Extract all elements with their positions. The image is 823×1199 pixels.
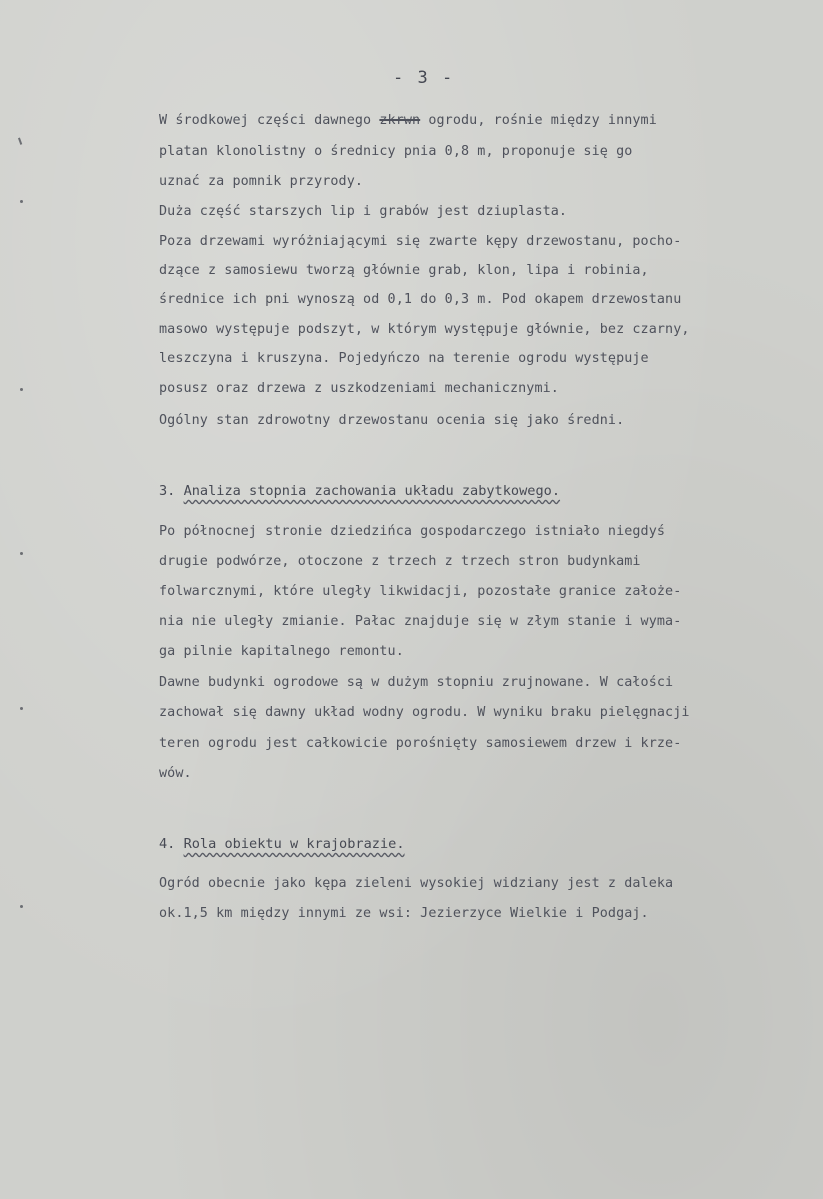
text-line: średnice ich pni wynoszą od 0,1 do 0,3 m. Pod okapem drzewostanu bbox=[159, 292, 682, 307]
section-heading bbox=[159, 836, 405, 852]
text-line: masowo występuje podszyt, w którym występuje głównie, bez czarny, bbox=[159, 322, 690, 337]
section-title: Rola obiektu w krajobrazie. bbox=[183, 836, 405, 852]
text-line: Ogród obecnie jako kępa zieleni wysokiej widziany jest z daleka bbox=[159, 876, 674, 891]
section-number: 3. bbox=[159, 483, 176, 499]
text-line: platan klonolistny o średnicy pnia 0,8 m, proponuje się go bbox=[159, 144, 633, 159]
margin-dot bbox=[20, 552, 23, 555]
section-title: Analiza stopnia zachowania układu zabytkowego. bbox=[183, 483, 561, 499]
margin-dot bbox=[20, 707, 23, 710]
text-line: folwarcznymi, które uległy likwidacji, pozostałe granice założe- bbox=[159, 584, 682, 599]
text-line: Dawne budynki ogrodowe są w dużym stopniu zrujnowane. W całości bbox=[159, 675, 674, 690]
text-line: nia nie uległy zmianie. Pałac znajduje się w złym stanie i wyma- bbox=[159, 614, 682, 629]
margin-dot bbox=[20, 905, 23, 908]
text-line: wów. bbox=[159, 766, 192, 781]
text-line: Duża część starszych lip i grabów jest dziuplasta. bbox=[159, 204, 568, 219]
text-line: dzące z samosiewu tworzą głównie grab, klon, lipa i robinia, bbox=[159, 263, 649, 278]
text-line: drugie podwórze, otoczone z trzech z trzech stron budynkami bbox=[159, 554, 641, 569]
margin-mark bbox=[18, 136, 26, 145]
text-line: teren ogrodu jest całkowicie porośnięty samosiewem drzew i krze- bbox=[159, 736, 682, 751]
section-number: 4. bbox=[159, 836, 176, 852]
text-line: Po północnej stronie dziedzińca gospodarczego istniało niegdyś bbox=[159, 524, 666, 539]
text-line: ga pilnie kapitalnego remontu. bbox=[159, 644, 404, 659]
text-line: W środkowej części dawnego zkrwn ogrodu, rośnie między innymi bbox=[159, 113, 657, 128]
margin-dot bbox=[20, 388, 23, 391]
text-line: posusz oraz drzewa z uszkodzeniami mechanicznymi. bbox=[159, 381, 559, 396]
section-heading bbox=[159, 483, 560, 499]
text-line: uznać za pomnik przyrody. bbox=[159, 174, 364, 189]
page-number: - 3 - bbox=[393, 68, 455, 88]
text-line: zachował się dawny układ wodny ogrodu. W wyniku braku pielęgnacji bbox=[159, 705, 690, 720]
text-line: ok.1,5 km między innymi ze wsi: Jezierzyce Wielkie i Podgaj. bbox=[159, 906, 649, 921]
text-line: leszczyna i kruszyna. Pojedyńczo na terenie ogrodu występuje bbox=[159, 351, 649, 366]
text-line: Poza drzewami wyróżniającymi się zwarte kępy drzewostanu, pocho- bbox=[159, 234, 682, 249]
margin-dot bbox=[20, 200, 23, 203]
text-line: Ogólny stan zdrowotny drzewostanu ocenia się jako średni. bbox=[159, 413, 625, 428]
